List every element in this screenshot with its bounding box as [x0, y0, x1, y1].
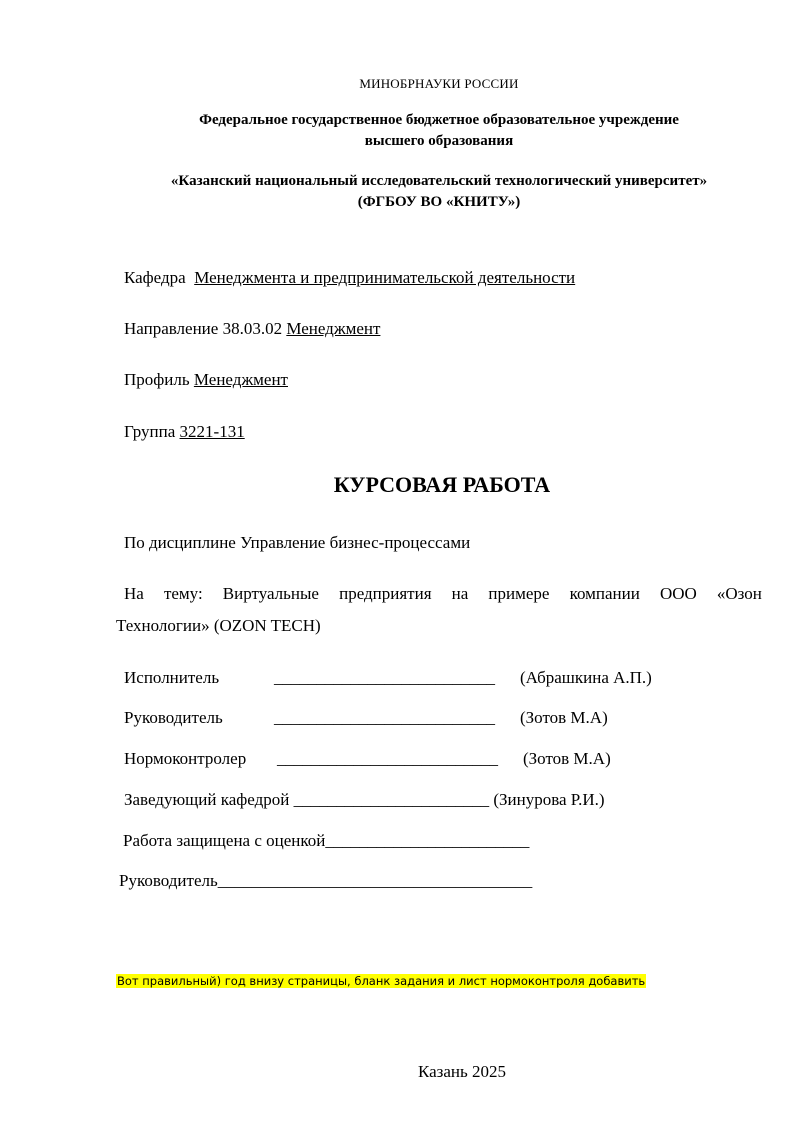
theme-word: Виртуальные	[222, 584, 319, 603]
department-row	[124, 268, 575, 288]
department-value: Менеджмента и предпринимательской деятельности	[194, 268, 576, 287]
discipline-line: По дисциплине Управление бизнес-процессами	[124, 533, 471, 552]
defended-label: Работа защищена с оценкой	[123, 831, 326, 850]
supervisor2-signature-line: _____________________________________	[217, 871, 533, 890]
theme-word: «Озон	[716, 584, 762, 603]
institution-line-1: Федеральное государственное бюджетное образовательное учреждение	[199, 112, 679, 128]
supervisor-name: (Зотов М.А)	[520, 708, 608, 727]
theme-word: предприятия	[339, 584, 432, 603]
theme-word: На	[124, 584, 144, 603]
theme-word: компании	[569, 584, 640, 603]
highlighted-comment: Вот правильный) год внизу страницы, бланк задания и лист нормоконтроля добавить	[117, 974, 646, 988]
profile-label: Профиль	[124, 370, 190, 389]
supervisor2-row	[119, 871, 532, 891]
normcontrol-label: Нормоконтролер	[124, 749, 247, 768]
profile-row	[124, 370, 288, 390]
executor-signature-line: __________________________	[274, 668, 495, 687]
head-label: Заведующий кафедрой	[124, 790, 290, 809]
executor-name: (Абрашкина А.П.)	[520, 668, 652, 687]
university-abbr: (ФГБОУ ВО «КНИТУ»)	[357, 194, 521, 210]
city-year: Казань 2025	[417, 1062, 507, 1081]
theme-line-2: Технологии» (OZON TECH)	[116, 616, 321, 635]
theme-line-1	[124, 584, 762, 604]
theme-word: тему:	[163, 584, 203, 603]
executor-label: Исполнитель	[124, 668, 220, 687]
direction-row	[124, 319, 380, 339]
grade-line: ________________________	[325, 831, 530, 850]
department-label: Кафедра	[124, 268, 186, 287]
head-signature-line: _______________________	[293, 790, 490, 809]
head-row	[124, 790, 605, 810]
normcontrol-name: (Зотов М.А)	[523, 749, 611, 768]
supervisor-label: Руководитель	[124, 708, 223, 727]
defended-row	[123, 831, 529, 851]
group-label: Группа	[124, 422, 176, 441]
normcontrol-signature-line: __________________________	[277, 749, 498, 768]
theme-word: примере	[488, 584, 550, 603]
theme-word: ООО	[659, 584, 697, 603]
university-name: «Казанский национальный исследовательский технологический университет»	[170, 173, 708, 189]
direction-value: Менеджмент	[286, 319, 381, 338]
direction-label: Направление 38.03.02	[124, 319, 283, 338]
profile-value: Менеджмент	[193, 370, 288, 389]
ministry-name: МИНОБРНАУКИ РОССИИ	[359, 76, 519, 91]
group-row	[124, 422, 245, 442]
group-value: 3221-131	[179, 422, 245, 441]
supervisor-signature-line: __________________________	[274, 708, 495, 727]
theme-word: на	[451, 584, 469, 603]
document-title: КУРСОВАЯ РАБОТА	[333, 472, 551, 497]
institution-line-2: высшего образования	[364, 133, 514, 149]
supervisor2-label: Руководитель	[119, 871, 218, 890]
head-name: (Зинурова Р.И.)	[493, 790, 605, 809]
